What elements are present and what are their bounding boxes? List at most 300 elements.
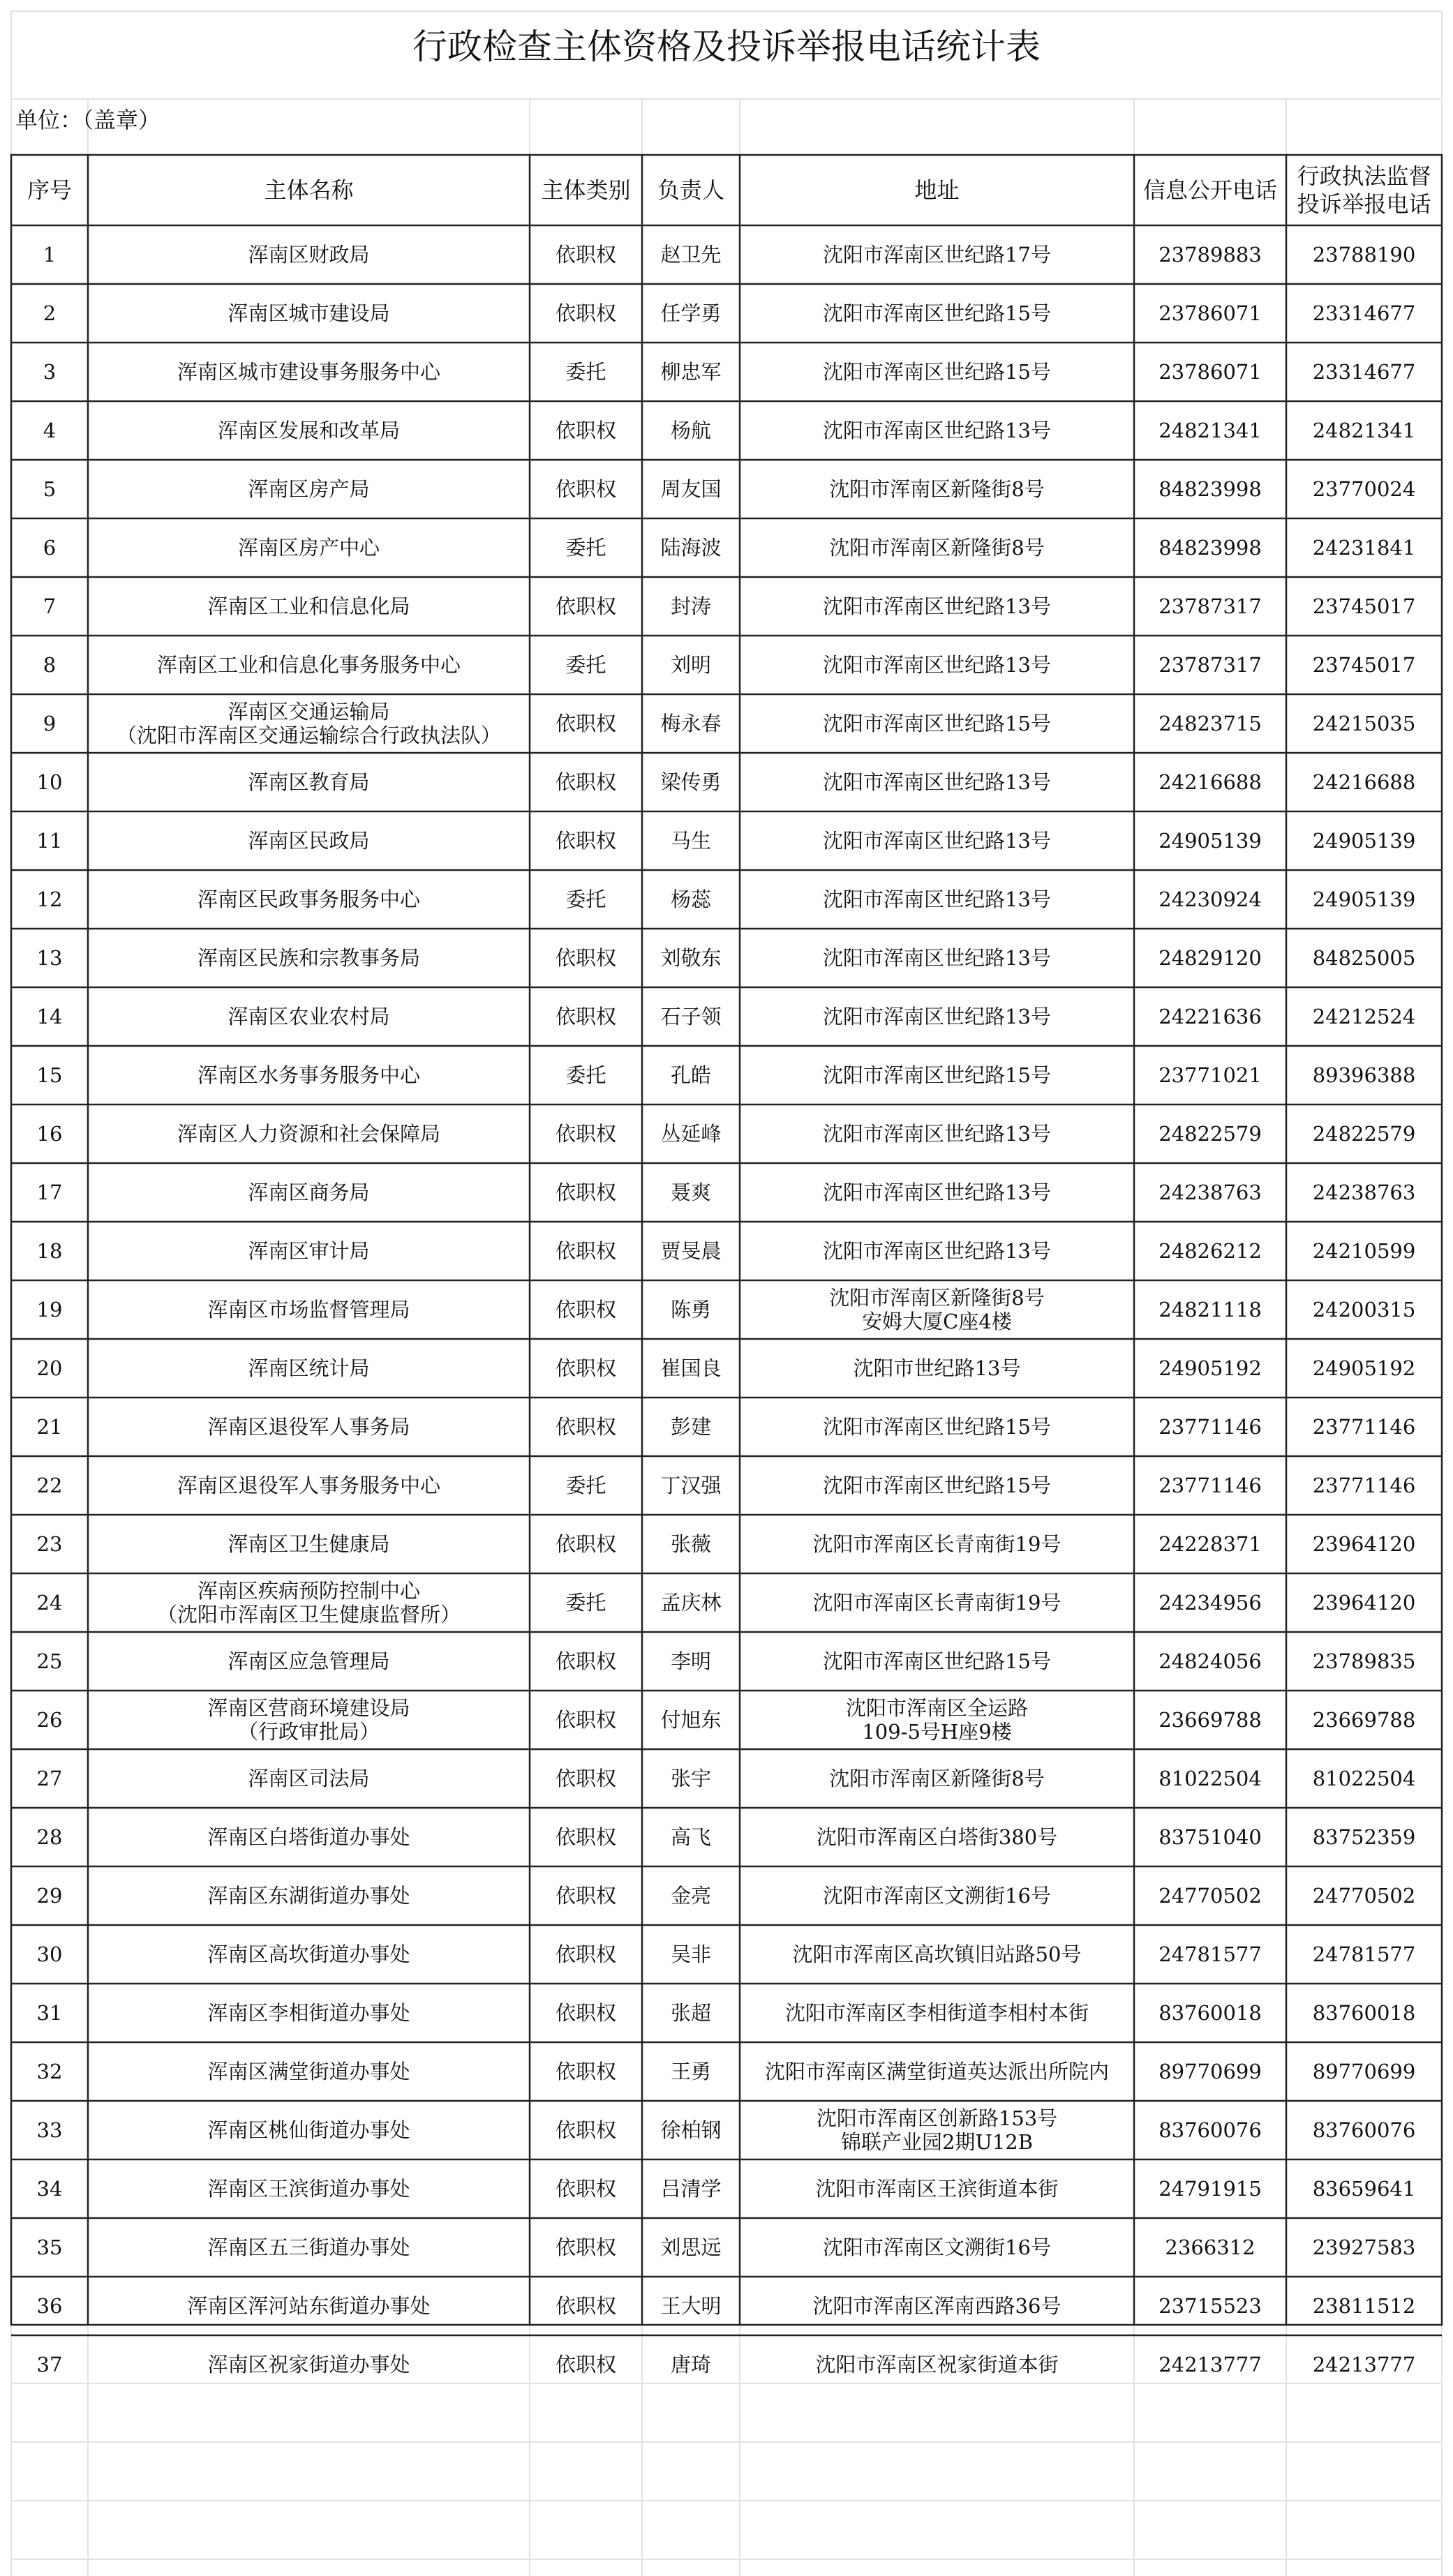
table-row-34-col-complaint-phone	[1313, 2177, 1416, 2201]
table-row-2-col-complaint-phone	[1313, 301, 1416, 325]
table-row-32-col-entity-name	[207, 2060, 410, 2083]
table-row-30-col-entity-type	[556, 1942, 616, 1966]
table-row-35-col-entity-name	[207, 2236, 410, 2259]
table-row-30-col-person-in-charge	[671, 1942, 711, 1966]
table-row-4-col-entity-name-line: 浑南区发展和改革局	[217, 419, 401, 442]
table-row-7-col-complaint-phone-line: 23745017	[1312, 594, 1416, 618]
table-row-36-col-index-line: 36	[36, 2294, 63, 2318]
table-row-25-col-entity-name	[228, 1649, 389, 1673]
table-row-23-col-index-line: 23	[36, 1532, 63, 1556]
table-row-19-col-complaint-phone-line: 24200315	[1312, 1298, 1416, 1321]
header-col-complaint-phone-line: 行政执法监督	[1297, 163, 1431, 190]
table-row-16-col-entity-name-line: 浑南区人力资源和社会保障局	[177, 1122, 441, 1146]
table-row-22-col-person-in-charge-line: 丁汉强	[660, 1474, 722, 1497]
table-row-5-col-public-phone-line: 84823998	[1158, 477, 1262, 501]
table-row-21-col-entity-type-line: 依职权	[555, 1415, 617, 1439]
table-row-10-col-entity-type	[556, 770, 616, 794]
table-row-25-col-entity-name-line: 浑南区应急管理局	[228, 1649, 390, 1673]
table-row-21-col-public-phone	[1158, 1415, 1262, 1439]
table-row-32-col-address-line: 沈阳市浑南区满堂街道英达派出所院内	[764, 2060, 1110, 2083]
table-row-3-col-index-line: 3	[43, 360, 57, 384]
table-row-5-col-index-line: 5	[43, 477, 57, 501]
table-row-12-col-complaint-phone	[1313, 888, 1416, 911]
table-row-9-col-person-in-charge	[660, 712, 721, 735]
table-row-14-col-address-line: 沈阳市浑南区世纪路13号	[823, 1005, 1051, 1028]
table-row-15-col-person-in-charge	[671, 1063, 711, 1087]
table-row-31-col-entity-name-line: 浑南区李相街道办事处	[207, 2001, 410, 2025]
table-row-18-col-complaint-phone-line: 24210599	[1312, 1239, 1416, 1263]
table-row-29-col-index	[37, 1884, 63, 1908]
table-row-20-col-entity-name-line: 浑南区统计局	[248, 1356, 370, 1380]
table-row-10-col-public-phone-line: 24216688	[1158, 770, 1262, 794]
table-row-33-col-complaint-phone-line: 83760076	[1312, 2118, 1416, 2142]
table-row-19-col-address	[829, 1286, 1044, 1333]
table-row-24-col-entity-type	[565, 1591, 606, 1615]
table-row-1-col-address-line: 沈阳市浑南区世纪路17号	[823, 243, 1051, 267]
table-row-10-col-address	[823, 770, 1051, 794]
table-row-19-col-address-line: 沈阳市浑南区新隆街8号	[829, 1286, 1045, 1310]
table-row-2-col-index-line: 2	[43, 301, 57, 325]
table-row-7-col-index	[43, 594, 56, 618]
table-row-9-col-person-in-charge-line: 梅永春	[660, 712, 722, 735]
table-row-31-col-entity-name	[207, 2001, 410, 2025]
table-row-3-col-address-line: 沈阳市浑南区世纪路15号	[823, 360, 1051, 384]
table-row-13-col-person-in-charge-line: 刘敬东	[660, 946, 722, 970]
table-row-35-col-entity-type-line: 依职权	[555, 2236, 617, 2259]
table-row-13-col-complaint-phone-line: 84825005	[1312, 946, 1416, 970]
table-row-17-col-entity-name	[248, 1181, 369, 1204]
table-row-32-col-public-phone-line: 89770699	[1158, 2060, 1262, 2083]
table-row-37-col-person-in-charge	[671, 2353, 711, 2376]
table-row-4-col-person-in-charge	[671, 419, 711, 442]
table-row-20-col-public-phone-line: 24905192	[1158, 1356, 1262, 1380]
table-row-9-col-complaint-phone	[1313, 712, 1416, 735]
table-row-4-col-index	[43, 419, 56, 442]
table-row-36-col-person-in-charge-line: 王大明	[660, 2294, 722, 2318]
table-row-16-col-address	[823, 1122, 1051, 1146]
table-row-33-col-address-line: 沈阳市浑南区创新路153号	[816, 2106, 1058, 2130]
table-row-13-col-entity-name	[198, 946, 420, 970]
table-row-12-col-entity-name	[198, 888, 421, 911]
table-row-35-col-person-in-charge-line: 刘思远	[660, 2236, 722, 2259]
table-row-31-col-entity-type	[556, 2001, 616, 2025]
table-row-2-col-public-phone-line: 23786071	[1158, 301, 1262, 325]
table-row-37-col-address-line: 沈阳市浑南区祝家街道本街	[815, 2353, 1059, 2376]
header-col-index	[27, 177, 72, 204]
table-row-34-col-entity-name-line: 浑南区王滨街道办事处	[207, 2177, 410, 2201]
table-row-25-col-index	[37, 1649, 63, 1673]
table-row-18-col-address-line: 沈阳市浑南区世纪路13号	[823, 1239, 1051, 1263]
table-row-9-col-entity-name-line: （沈阳市浑南区交通运输综合行政执法队）	[116, 724, 502, 747]
table-row-8-col-address	[823, 653, 1051, 677]
table-row-24-col-entity-name	[157, 1579, 461, 1626]
table-row-28-col-entity-type	[556, 1825, 616, 1849]
table-row-33-col-index-line: 33	[36, 2118, 63, 2142]
table-row-2-col-person-in-charge-line: 任学勇	[660, 301, 722, 325]
table-row-8-col-entity-name	[157, 653, 461, 677]
table-row-27-col-person-in-charge	[671, 1767, 711, 1790]
table-row-31-col-complaint-phone-line: 83760018	[1312, 2001, 1416, 2025]
header-col-complaint-phone-line: 投诉举报电话	[1297, 190, 1431, 218]
table-row-14-col-public-phone-line: 24221636	[1158, 1005, 1262, 1028]
table-row-22-col-address	[823, 1474, 1051, 1497]
table-row-7-col-public-phone	[1158, 594, 1262, 618]
table-row-6-col-entity-name	[238, 536, 380, 560]
table-row-14-col-public-phone	[1158, 1005, 1262, 1028]
table-row-36-col-entity-type-line: 依职权	[555, 2294, 617, 2318]
table-row-19-col-public-phone-line: 24821118	[1158, 1298, 1262, 1321]
table-row-4-col-entity-type-line: 依职权	[555, 419, 617, 442]
table-row-32-col-complaint-phone	[1313, 2060, 1416, 2083]
table-row-23-col-index	[37, 1532, 63, 1556]
table-row-3-col-person-in-charge-line: 柳忠军	[660, 360, 722, 384]
table-row-36-col-complaint-phone	[1313, 2294, 1416, 2318]
table-row-21-col-entity-name-line: 浑南区退役军人事务局	[207, 1415, 410, 1439]
table-row-14-col-entity-type-line: 依职权	[555, 1005, 617, 1028]
table-row-35-col-complaint-phone	[1313, 2236, 1416, 2259]
table-row-23-col-entity-name	[228, 1532, 389, 1556]
table-row-35-col-index	[37, 2236, 63, 2259]
table-row-5-col-complaint-phone-line: 23770024	[1312, 477, 1416, 501]
table-row-29-col-complaint-phone-line: 24770502	[1312, 1884, 1416, 1908]
table-row-34-col-address-line: 沈阳市浑南区王滨街道本街	[815, 2177, 1059, 2201]
header-col-public-phone-line: 信息公开电话	[1142, 177, 1278, 204]
table-row-31-col-person-in-charge-line: 张超	[670, 2001, 712, 2025]
table-row-17-col-entity-type-line: 依职权	[555, 1181, 617, 1204]
table-row-15-col-person-in-charge-line: 孔皓	[670, 1063, 712, 1087]
table-row-6-col-address	[829, 536, 1044, 560]
table-row-16-col-person-in-charge-line: 丛延峰	[660, 1122, 722, 1146]
table-row-30-col-entity-name-line: 浑南区高坎街道办事处	[207, 1942, 410, 1966]
table-row-1-col-entity-type-line: 依职权	[555, 243, 617, 267]
table-row-20-col-index-line: 20	[36, 1356, 63, 1380]
table-row-8-col-public-phone	[1158, 653, 1262, 677]
table-row-15-col-complaint-phone	[1313, 1063, 1416, 1087]
table-row-2-col-entity-name-line: 浑南区城市建设局	[228, 301, 390, 325]
table-row-19-col-entity-type	[556, 1298, 616, 1321]
table-row-31-col-entity-type-line: 依职权	[555, 2001, 617, 2025]
table-row-18-col-entity-type	[556, 1239, 616, 1263]
table-row-23-col-complaint-phone	[1313, 1532, 1416, 1556]
table-row-22-col-index-line: 22	[36, 1474, 63, 1497]
table-row-11-col-address-line: 沈阳市浑南区世纪路13号	[823, 829, 1051, 853]
table-row-18-col-person-in-charge-line: 贾旻晨	[660, 1239, 722, 1263]
table-row-26-col-complaint-phone-line: 23669788	[1312, 1708, 1416, 1732]
table-row-13-col-public-phone-line: 24829120	[1158, 946, 1262, 970]
table-row-10-col-person-in-charge	[660, 770, 721, 794]
table-row-1-col-entity-name-line: 浑南区财政局	[248, 243, 370, 267]
table-row-31-col-index	[37, 2001, 63, 2025]
table-row-33-col-public-phone	[1158, 2118, 1262, 2142]
table-row-12-col-address-line: 沈阳市浑南区世纪路13号	[823, 888, 1051, 911]
table-row-16-col-public-phone	[1158, 1122, 1262, 1146]
table-row-21-col-entity-type	[556, 1415, 616, 1439]
table-row-26-col-person-in-charge-line: 付旭东	[660, 1708, 722, 1732]
table-row-15-col-index	[37, 1063, 63, 1087]
table-row-22-col-entity-name-line: 浑南区退役军人事务服务中心	[177, 1474, 441, 1497]
table-row-28-col-complaint-phone	[1313, 1825, 1416, 1849]
table-row-1-col-complaint-phone-line: 23788190	[1312, 243, 1416, 267]
table-row-34-col-complaint-phone-line: 83659641	[1312, 2177, 1416, 2201]
table-row-30-col-entity-name	[207, 1942, 410, 1966]
table-row-7-col-person-in-charge	[671, 594, 711, 618]
table-row-26-col-entity-name-line: 浑南区营商环境建设局	[207, 1696, 410, 1720]
table-row-33-col-person-in-charge-line: 徐柏钢	[660, 2118, 722, 2142]
table-row-5-col-entity-name	[248, 477, 369, 501]
table-row-32-col-person-in-charge-line: 王勇	[670, 2060, 712, 2083]
table-row-12-col-entity-type	[565, 888, 606, 911]
table-row-32-col-entity-type	[556, 2060, 616, 2083]
table-row-23-col-entity-type-line: 依职权	[555, 1532, 617, 1556]
table-row-23-col-address	[813, 1532, 1061, 1556]
table-row-5-col-entity-type	[556, 477, 616, 501]
table-row-3-col-public-phone	[1158, 360, 1262, 384]
table-row-4-col-person-in-charge-line: 杨航	[670, 419, 712, 442]
table-row-12-col-index-line: 12	[36, 888, 63, 911]
table-row-17-col-entity-name-line: 浑南区商务局	[248, 1181, 370, 1204]
table-row-35-col-public-phone-line: 2366312	[1165, 2236, 1255, 2259]
table-row-11-col-person-in-charge	[671, 829, 711, 853]
table-row-27-col-person-in-charge-line: 张宇	[670, 1767, 712, 1790]
table-row-8-col-entity-type	[565, 653, 606, 677]
table-row-36-col-address	[813, 2294, 1061, 2318]
table-row-14-col-entity-name	[228, 1005, 389, 1028]
table-row-3-col-address	[823, 360, 1051, 384]
header-col-entity-type-line: 主体类别	[541, 177, 631, 204]
table-row-31-col-complaint-phone	[1313, 2001, 1416, 2025]
table-row-18-col-complaint-phone	[1313, 1239, 1416, 1263]
table-row-31-col-person-in-charge	[671, 2001, 711, 2025]
table-row-26-col-entity-name	[207, 1696, 410, 1744]
table-row-20-col-entity-name	[248, 1356, 369, 1380]
table-row-18-col-public-phone	[1158, 1239, 1262, 1263]
table-row-6-col-entity-name-line: 浑南区房产中心	[237, 536, 380, 560]
table-row-15-col-address	[823, 1063, 1051, 1087]
table-row-35-col-person-in-charge	[660, 2236, 721, 2259]
table-row-33-col-person-in-charge	[660, 2118, 721, 2142]
table-row-20-col-person-in-charge	[660, 1356, 721, 1380]
table-row-4-col-address-line: 沈阳市浑南区世纪路13号	[823, 419, 1051, 442]
table-row-5-col-entity-name-line: 浑南区房产局	[248, 477, 370, 501]
table-row-32-col-address	[765, 2060, 1109, 2083]
table-row-6-col-entity-type	[565, 536, 606, 560]
table-row-25-col-address-line: 沈阳市浑南区世纪路15号	[823, 1649, 1051, 1673]
table-row-15-col-entity-type	[565, 1063, 606, 1087]
table-row-13-col-address-line: 沈阳市浑南区世纪路13号	[823, 946, 1051, 970]
table-row-29-col-complaint-phone	[1313, 1884, 1416, 1908]
table-row-24-col-complaint-phone-line: 23964120	[1312, 1591, 1416, 1615]
table-row-17-col-index	[37, 1181, 63, 1204]
table-row-1-col-index	[43, 243, 56, 267]
table-row-22-col-entity-type	[565, 1474, 606, 1497]
table-row-6-col-entity-type-line: 委托	[565, 536, 606, 560]
table-row-12-col-address	[823, 888, 1051, 911]
table-row-6-col-address-line: 沈阳市浑南区新隆街8号	[829, 536, 1045, 560]
table-row-34-col-entity-type-line: 依职权	[555, 2177, 617, 2201]
table-row-37-col-entity-name	[207, 2353, 410, 2376]
table-row-28-col-entity-type-line: 依职权	[555, 1825, 617, 1849]
table-row-3-col-index	[43, 360, 56, 384]
table-row-2-col-index	[43, 301, 56, 325]
table-row-18-col-entity-name	[248, 1239, 369, 1263]
table-row-29-col-address	[823, 1884, 1051, 1908]
table-row-33-col-address	[817, 2106, 1057, 2154]
table-row-17-col-address	[823, 1181, 1051, 1204]
table-row-31-col-address	[785, 2001, 1089, 2025]
table-row-30-col-index	[37, 1942, 63, 1966]
table-row-22-col-entity-name	[177, 1474, 441, 1497]
table-row-21-col-address-line: 沈阳市浑南区世纪路15号	[823, 1415, 1051, 1439]
table-row-14-col-entity-type	[556, 1005, 616, 1028]
table-row-37-col-complaint-phone-line: 24213777	[1312, 2353, 1416, 2376]
table-row-37-col-address	[815, 2353, 1058, 2376]
table-row-25-col-complaint-phone	[1313, 1649, 1416, 1673]
header-col-complaint-phone	[1297, 163, 1431, 218]
table-row-27-col-complaint-phone	[1313, 1767, 1416, 1790]
table-row-13-col-public-phone	[1158, 946, 1262, 970]
table-row-25-col-index-line: 25	[36, 1649, 63, 1673]
table-row-15-col-address-line: 沈阳市浑南区世纪路15号	[823, 1063, 1051, 1087]
table-row-29-col-entity-type-line: 依职权	[555, 1884, 617, 1908]
table-row-20-col-index	[37, 1356, 63, 1380]
table-row-15-col-index-line: 15	[36, 1063, 63, 1087]
table-row-37-col-person-in-charge-line: 唐琦	[670, 2353, 712, 2376]
table-row-9-col-complaint-phone-line: 24215035	[1312, 712, 1416, 735]
table-row-36-col-entity-name	[187, 2294, 430, 2318]
table-row-11-col-public-phone-line: 24905139	[1158, 829, 1262, 853]
table-row-35-col-public-phone	[1165, 2236, 1255, 2259]
header-col-address-line: 地址	[914, 177, 960, 204]
table-row-14-col-index	[37, 1005, 63, 1028]
table-row-19-col-public-phone	[1158, 1298, 1262, 1321]
table-row-1-col-complaint-phone	[1313, 243, 1416, 267]
table-row-32-col-entity-name-line: 浑南区满堂街道办事处	[207, 2060, 410, 2083]
table-row-16-col-entity-type	[556, 1122, 616, 1146]
table-row-8-col-public-phone-line: 23787317	[1158, 653, 1262, 677]
table-row-34-col-person-in-charge-line: 吕清学	[660, 2177, 722, 2201]
table-row-19-col-complaint-phone	[1313, 1298, 1416, 1321]
table-row-4-col-entity-name	[218, 419, 400, 442]
table-row-26-col-public-phone	[1158, 1708, 1262, 1732]
table-row-33-col-entity-type	[556, 2118, 616, 2142]
table-row-23-col-address-line: 沈阳市浑南区长青南街19号	[812, 1532, 1061, 1556]
table-row-37-col-index-line: 37	[36, 2353, 63, 2376]
table-row-21-col-index-line: 21	[36, 1415, 63, 1439]
table-row-11-col-address	[823, 829, 1051, 853]
table-row-9-col-entity-type-line: 依职权	[555, 712, 617, 735]
table-row-32-col-person-in-charge	[671, 2060, 711, 2083]
table-row-26-col-entity-type	[556, 1708, 616, 1732]
table-row-27-col-complaint-phone-line: 81022504	[1312, 1767, 1416, 1790]
table-row-7-col-complaint-phone	[1313, 594, 1416, 618]
table-row-16-col-person-in-charge	[660, 1122, 721, 1146]
table-row-20-col-entity-type	[556, 1356, 616, 1380]
table-row-6-col-public-phone	[1158, 536, 1262, 560]
table-row-4-col-entity-type	[556, 419, 616, 442]
table-row-36-col-complaint-phone-line: 23811512	[1312, 2294, 1416, 2318]
table-row-34-col-entity-type	[556, 2177, 616, 2201]
table-row-13-col-entity-type-line: 依职权	[555, 946, 617, 970]
table-row-11-col-index-line: 11	[36, 829, 63, 853]
table-row-28-col-index	[37, 1825, 63, 1849]
table-row-9-col-entity-type	[556, 712, 616, 735]
table-row-2-col-entity-name	[228, 301, 389, 325]
table-row-33-col-entity-name	[207, 2118, 410, 2142]
table-row-19-col-person-in-charge	[671, 1298, 711, 1321]
table-row-24-col-entity-type-line: 委托	[565, 1591, 606, 1615]
table-row-37-col-entity-type-line: 依职权	[555, 2353, 617, 2376]
table-row-36-col-public-phone	[1158, 2294, 1262, 2318]
table-row-10-col-public-phone	[1158, 770, 1262, 794]
table-row-8-col-index-line: 8	[43, 653, 57, 677]
table-row-15-col-complaint-phone-line: 89396388	[1312, 1063, 1416, 1087]
table-row-26-col-complaint-phone	[1313, 1708, 1416, 1732]
table-row-8-col-person-in-charge	[671, 653, 711, 677]
table-row-37-col-entity-name-line: 浑南区祝家街道办事处	[207, 2353, 410, 2376]
table-row-17-col-public-phone-line: 24238763	[1158, 1181, 1262, 1204]
table-row-26-col-entity-name-line: （行政审批局）	[237, 1720, 380, 1744]
table-row-24-col-entity-name-line: 浑南区疾病预防控制中心	[197, 1579, 421, 1603]
table-row-34-col-public-phone-line: 24791915	[1158, 2177, 1262, 2201]
table-row-37-col-public-phone-line: 24213777	[1158, 2353, 1262, 2376]
table-row-26-col-public-phone-line: 23669788	[1158, 1708, 1262, 1732]
table-row-7-col-entity-type	[556, 594, 616, 618]
table-row-22-col-public-phone	[1158, 1474, 1262, 1497]
table-row-28-col-person-in-charge-line: 高飞	[670, 1825, 712, 1849]
table-row-37-col-entity-type	[556, 2353, 616, 2376]
table-row-17-col-person-in-charge	[671, 1181, 711, 1204]
table-row-31-col-index-line: 31	[36, 2001, 63, 2025]
table-row-10-col-address-line: 沈阳市浑南区世纪路13号	[823, 770, 1051, 794]
table-row-12-col-public-phone-line: 24230924	[1158, 888, 1262, 911]
table-row-5-col-person-in-charge-line: 周友国	[660, 477, 722, 501]
table-row-2-col-public-phone	[1158, 301, 1262, 325]
table-row-33-col-entity-type-line: 依职权	[555, 2118, 617, 2142]
table-row-27-col-index	[37, 1767, 63, 1790]
table-row-36-col-public-phone-line: 23715523	[1158, 2294, 1262, 2318]
table-row-24-col-public-phone-line: 24234956	[1158, 1591, 1262, 1615]
table-row-19-col-entity-name	[207, 1298, 410, 1321]
table-row-19-col-index	[37, 1298, 63, 1321]
table-row-20-col-person-in-charge-line: 崔国良	[660, 1356, 722, 1380]
table-row-34-col-entity-name	[207, 2177, 410, 2201]
table-row-24-col-index-line: 24	[36, 1591, 63, 1615]
table-row-12-col-index	[37, 888, 63, 911]
table-row-32-col-complaint-phone-line: 89770699	[1312, 2060, 1416, 2083]
table-row-6-col-index-line: 6	[43, 536, 57, 560]
table-row-8-col-complaint-phone-line: 23745017	[1312, 653, 1416, 677]
table-row-20-col-entity-type-line: 依职权	[555, 1356, 617, 1380]
table-row-29-col-public-phone	[1158, 1884, 1262, 1908]
table-row-10-col-index-line: 10	[36, 770, 63, 794]
table-row-14-col-index-line: 14	[36, 1005, 63, 1028]
table-row-3-col-complaint-phone	[1313, 360, 1416, 384]
table-row-9-col-public-phone-line: 24823715	[1158, 712, 1262, 735]
table-row-11-col-entity-type-line: 依职权	[555, 829, 617, 853]
table-row-10-col-complaint-phone-line: 24216688	[1312, 770, 1416, 794]
table-row-21-col-address	[823, 1415, 1051, 1439]
table-row-29-col-entity-name	[207, 1884, 410, 1908]
table-row-22-col-public-phone-line: 23771146	[1158, 1474, 1262, 1497]
table-row-30-col-public-phone	[1158, 1942, 1262, 1966]
table-row-13-col-index-line: 13	[36, 946, 63, 970]
table-row-20-col-complaint-phone	[1313, 1356, 1416, 1380]
table-row-5-col-person-in-charge	[660, 477, 721, 501]
table-row-30-col-complaint-phone	[1313, 1942, 1416, 1966]
table-row-29-col-index-line: 29	[36, 1884, 63, 1908]
table-row-15-col-entity-name-line: 浑南区水务事务服务中心	[197, 1063, 421, 1087]
table-row-26-col-address	[846, 1696, 1028, 1744]
